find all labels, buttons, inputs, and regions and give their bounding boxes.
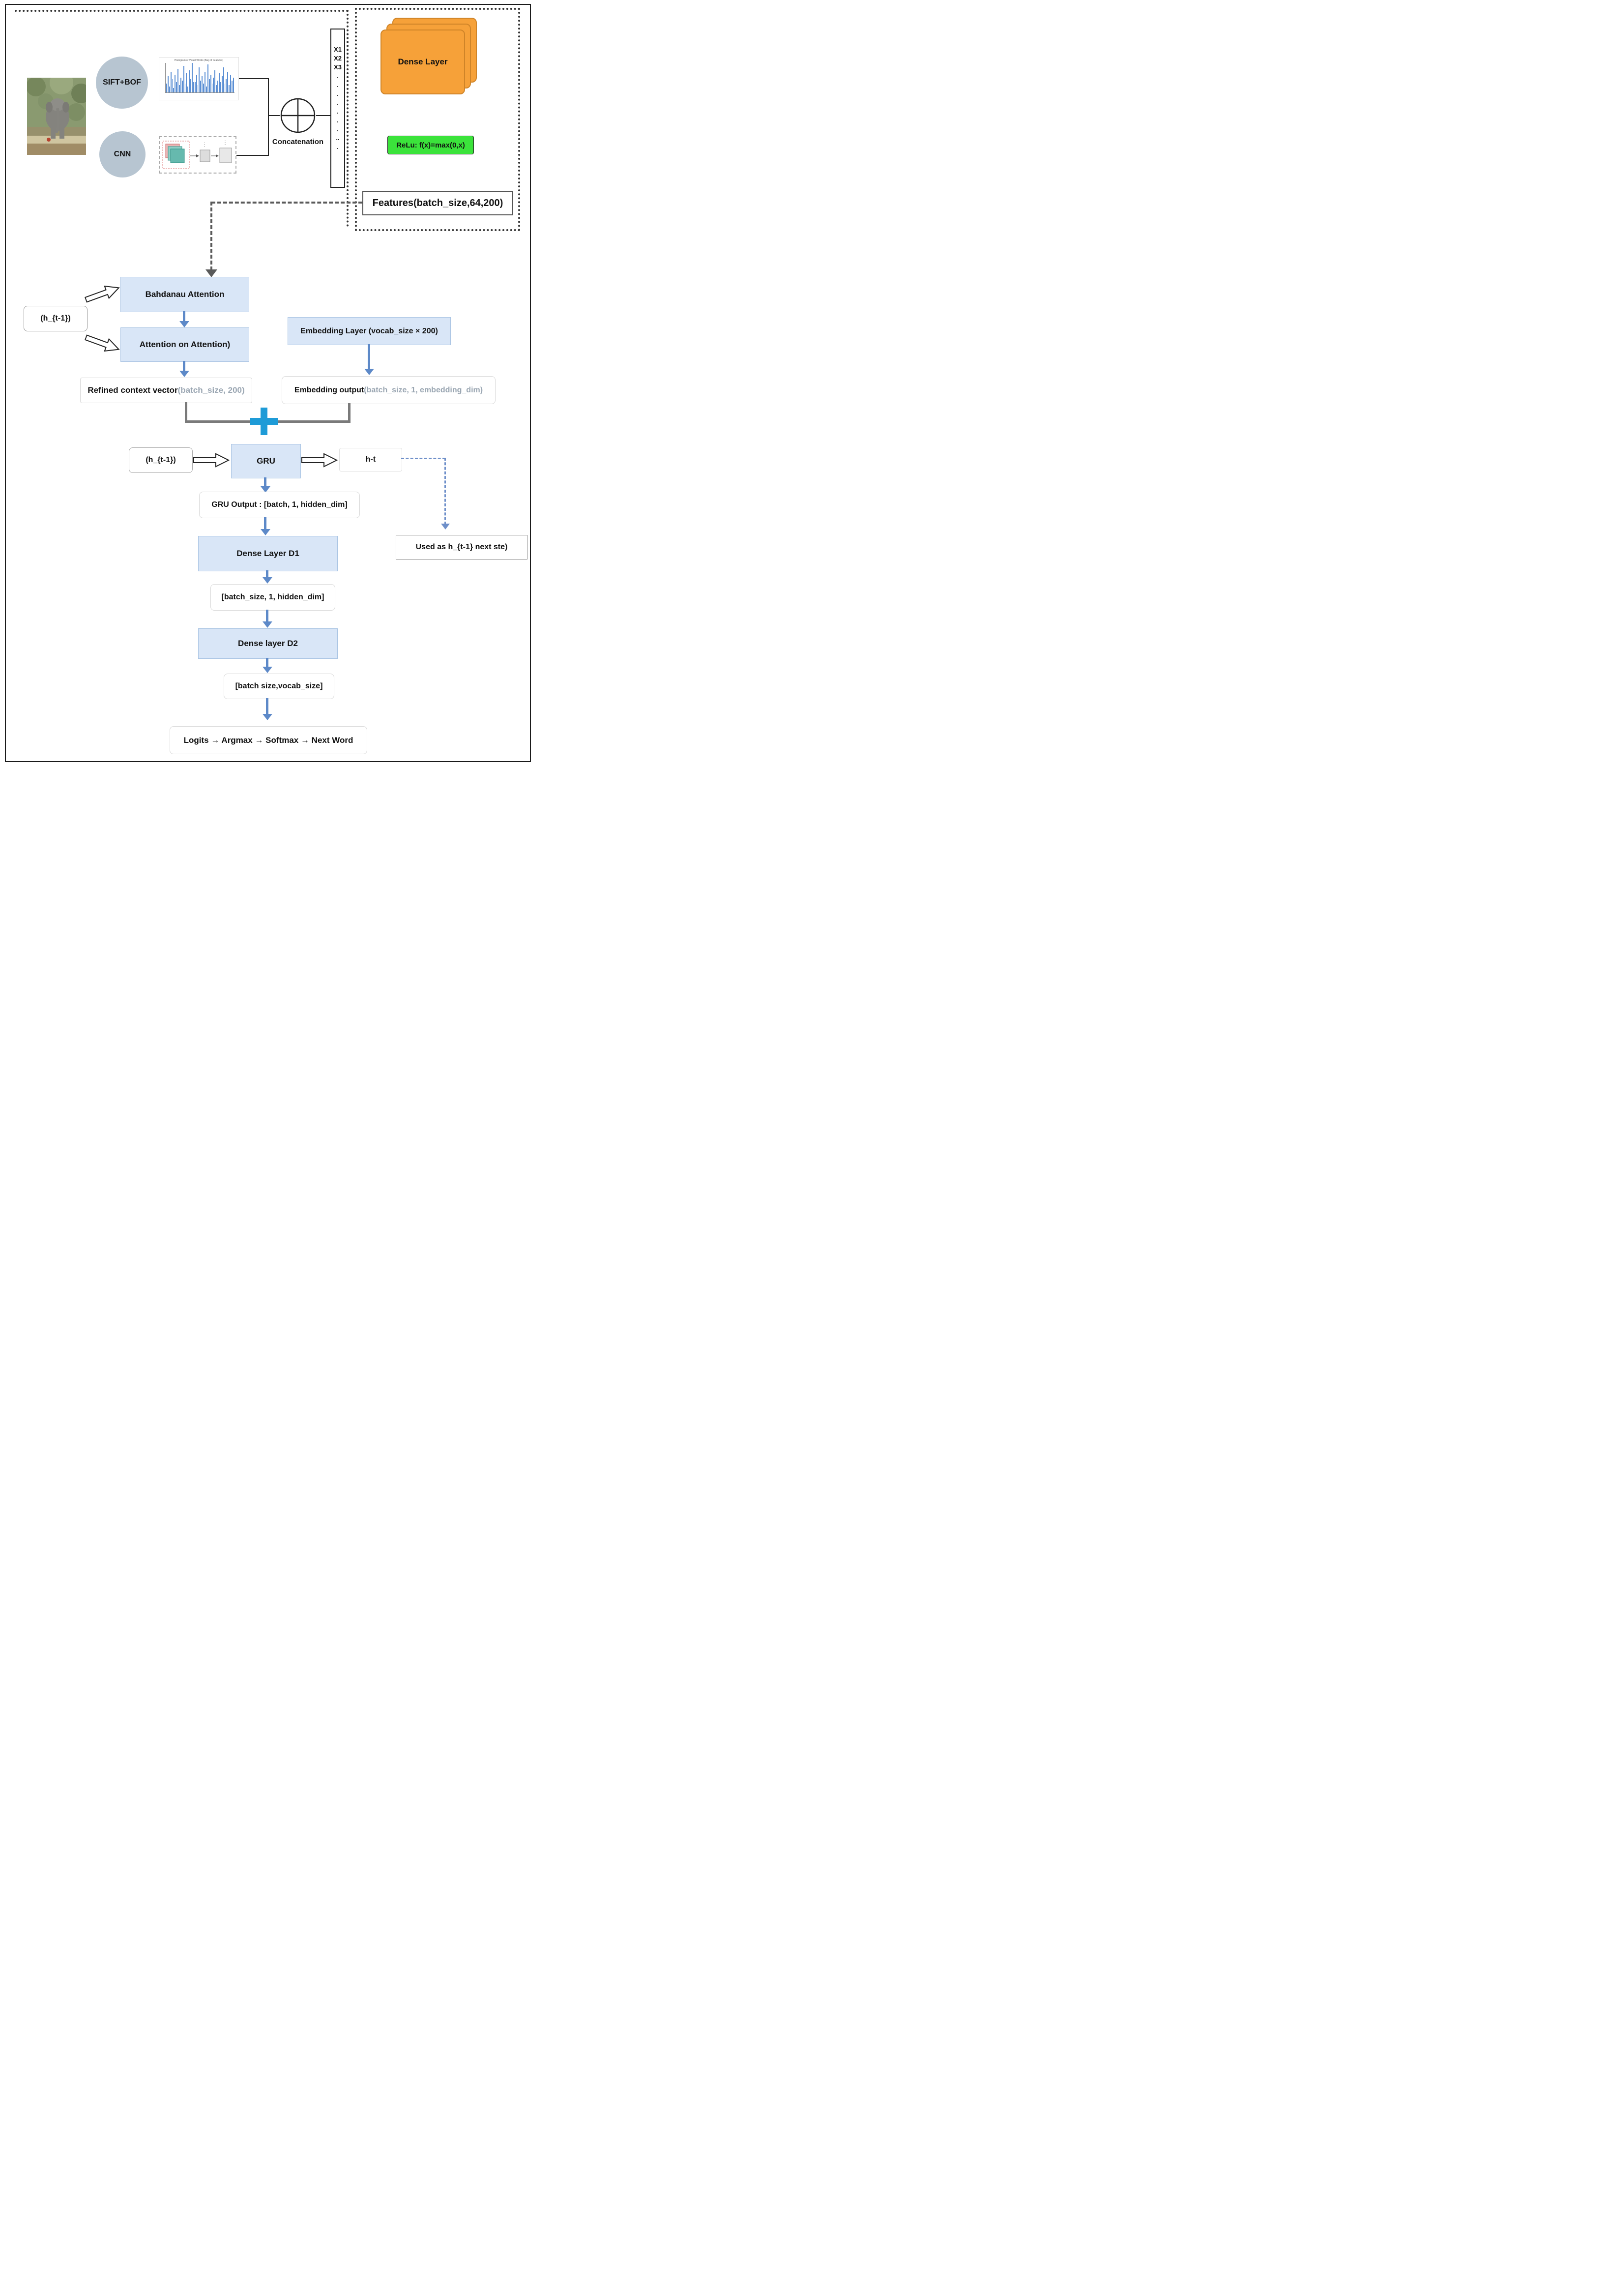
- arrow-d2-to-shape: [266, 658, 268, 668]
- dense-d2-box: [198, 628, 338, 659]
- arrow-shape-to-d2: [266, 610, 268, 622]
- recurrent-dashed-vertical: [444, 458, 446, 525]
- embedding-merge-line: [348, 403, 351, 422]
- ht-label: h-t: [365, 455, 376, 464]
- arrow-embedding-to-output-head: [364, 369, 374, 375]
- feature-vector-column: X1 X2 X3 . . . . . . . .. .: [330, 29, 345, 188]
- visual-words-histogram: [159, 57, 239, 100]
- dense-d1-label: Dense Layer D1: [236, 549, 299, 558]
- features-dashed-vertical: [210, 202, 212, 270]
- concatenation-label: Concatenation: [272, 138, 324, 146]
- d2-output-shape: [batch size,vocab_size]: [235, 682, 323, 690]
- dense-d1-box: [198, 536, 338, 571]
- hidden-state-box-attention: [24, 306, 88, 331]
- concatenation-icon: [280, 97, 316, 134]
- arrow-shape-to-final-head: [263, 714, 272, 720]
- recurrent-dashed-horizontal: [401, 458, 445, 459]
- merge-plus-icon: [250, 408, 278, 435]
- arrow-d2-to-shape-head: [263, 667, 272, 673]
- hidden-state-decoder-label: (h_{t-1}): [146, 456, 176, 464]
- refined-context-vector-box: [80, 378, 252, 403]
- recurrent-note-label: Used as h_{t-1} next ste): [415, 543, 508, 551]
- cnn-to-merge-line: [236, 155, 268, 156]
- cnn-architecture-thumbnail: [159, 136, 236, 174]
- gru-output-label: GRU Output : [batch, 1, hidden_dim]: [211, 500, 348, 509]
- features-label: Features(batch_size,64,200): [372, 198, 503, 208]
- dense-layer-card-front: [380, 29, 465, 94]
- cnn-circle: [99, 131, 146, 177]
- hidden-state-box-decoder: [129, 447, 193, 473]
- final-output-label: Logits → Argmax → Softmax → Next Word: [183, 735, 353, 745]
- arrow-bahdanau-to-aoa-head: [179, 321, 189, 327]
- embedding-layer-label: Embedding Layer (vocab_size × 200): [300, 326, 438, 335]
- elephant-photo: [27, 78, 86, 155]
- features-dashed-horizontal: [211, 202, 362, 204]
- embedding-layer-box: [288, 317, 451, 345]
- bahdanau-label: Bahdanau Attention: [145, 290, 225, 299]
- embedding-output-label: Embedding output: [294, 385, 364, 394]
- sift-bof-circle: [96, 57, 148, 109]
- cnn-label: CNN: [114, 150, 131, 158]
- histogram-title: Histogram of Visual Words (Bag of Features): [174, 59, 224, 62]
- gru-label: GRU: [257, 456, 275, 466]
- elephant-photo-art: [27, 78, 86, 155]
- ht-output-box: [339, 448, 402, 471]
- recurrent-note-box: [396, 535, 527, 559]
- arrow-shape-to-d2-head: [263, 621, 272, 628]
- d1-output-shape: [batch_size, 1, hidden_dim]: [221, 593, 324, 601]
- d1-output-box: [210, 584, 335, 611]
- arrow-bahdanau-to-aoa: [183, 311, 185, 322]
- features-shape-box: [362, 191, 513, 215]
- recurrent-dashed-arrowhead: [441, 524, 450, 530]
- cnn-architecture-art: [160, 137, 235, 173]
- arrow-d1-to-shape-head: [263, 577, 272, 584]
- arrow-gru-to-output: [264, 477, 266, 487]
- bahdanau-attention-box: [120, 277, 249, 312]
- concat-to-vector-line: [316, 115, 330, 116]
- sift-bof-label: SIFT+BOF: [103, 78, 141, 87]
- gru-output-box: [199, 492, 360, 518]
- relu-activation-box: [387, 136, 474, 154]
- aoa-label: Attention on Attention): [139, 340, 231, 349]
- gru-box: [231, 444, 301, 478]
- arrow-embedding-to-output: [368, 344, 370, 370]
- svg-text:⋮: ⋮: [223, 140, 228, 146]
- gru-to-ht-arrow: [301, 452, 338, 468]
- attention-on-attention-box: [120, 327, 249, 362]
- refined-shape: (batch_size, 200): [177, 385, 245, 395]
- h-to-gru-arrow: [193, 452, 230, 468]
- histogram-bars: [165, 63, 234, 93]
- hist-to-merge-line: [239, 78, 268, 79]
- embedding-output-shape: (batch_size, 1, embedding_dim): [364, 385, 483, 394]
- arrow-output-to-d1: [264, 517, 266, 530]
- refined-merge-line: [185, 402, 187, 422]
- svg-text:⋮: ⋮: [202, 142, 207, 147]
- final-output-box: [170, 726, 367, 754]
- diagram-canvas: [0, 0, 536, 765]
- dense-layer-label: Dense Layer: [398, 57, 448, 66]
- arrow-aoa-to-refined-head: [179, 371, 189, 377]
- merge-to-concat-line: [268, 115, 280, 116]
- d2-output-box: [224, 674, 334, 699]
- dense-d2-label: Dense layer D2: [238, 639, 298, 648]
- embedding-output-box: [282, 376, 496, 404]
- hidden-state-attention-label: (h_{t-1}): [40, 314, 71, 323]
- arrow-shape-to-final: [266, 698, 268, 715]
- relu-label: ReLu: f(x)=max(0,x): [396, 141, 465, 149]
- arrow-aoa-to-refined: [183, 361, 185, 372]
- arrow-output-to-d1-head: [261, 529, 270, 535]
- features-dashed-arrowhead: [205, 269, 217, 277]
- refined-label: Refined context vector: [88, 385, 178, 395]
